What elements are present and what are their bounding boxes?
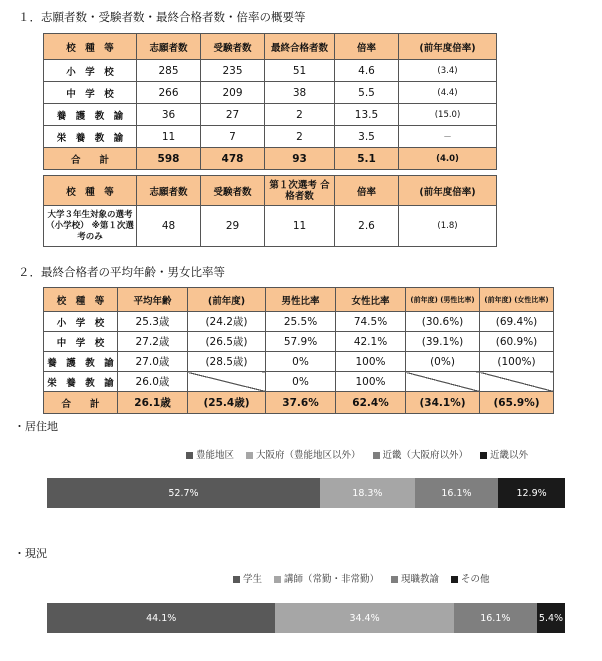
cell-ratio: 3.5 (335, 126, 399, 148)
legend-swatch (186, 452, 193, 459)
cell-female: 42.1% (336, 332, 406, 352)
total-row (44, 392, 554, 414)
legend-label: 豊能地区 (196, 450, 235, 461)
header-prev-ratio: (前年度倍率) (399, 34, 497, 60)
table-row (44, 372, 554, 392)
cell-male: 0% (266, 352, 336, 372)
applicants-table (43, 33, 497, 170)
cell-male: 57.9% (266, 332, 336, 352)
cell-passed: 2 (265, 104, 335, 126)
total-prev-ratio: (4.0) (399, 148, 497, 170)
row-label: 小 学 校 (44, 60, 137, 82)
cell-male: 25.5% (266, 312, 336, 332)
legend-swatch (451, 576, 458, 583)
row-label: 中 学 校 (44, 82, 137, 104)
section1-title: １．志願者数・受験者数・最終合格者数・倍率の概要等 (18, 10, 306, 24)
cell-prev-female: (69.4%) (480, 312, 554, 332)
cell-prev-age: (28.5歳) (188, 352, 266, 372)
cell-applicants: 11 (137, 126, 201, 148)
header-prev-ratio: (前年度倍率) (399, 176, 497, 206)
cell-prev-age: (26.5歳) (188, 332, 266, 352)
cell-ratio: 4.6 (335, 60, 399, 82)
legend-item (480, 447, 528, 461)
table-row (44, 352, 554, 372)
cell-ratio: 5.5 (335, 82, 399, 104)
cell-passed: 2 (265, 126, 335, 148)
cell-passed: 11 (265, 206, 335, 247)
cell-female: 100% (336, 372, 406, 392)
total-examinees: 478 (201, 148, 265, 170)
residence-bar-segment: 16.1% (415, 478, 498, 508)
total-prev-male: (34.1%) (406, 392, 480, 414)
total-avg-age: 26.1歳 (118, 392, 188, 414)
table-row (44, 126, 497, 148)
legend-swatch (391, 576, 398, 583)
legend-swatch (274, 576, 281, 583)
legend-label: 近畿以外 (490, 450, 529, 461)
university-exam-table (43, 175, 497, 247)
cell-prev-ratio: (4.4) (399, 82, 497, 104)
legend-item (233, 571, 262, 585)
row-label: 養 護 教 諭 (44, 352, 118, 372)
status-legend (233, 571, 490, 585)
status-bar-segment: 44.1% (47, 603, 275, 633)
header-prev-female: (前年度) (女性比率) (480, 288, 554, 312)
status-bar-segment: 5.4% (537, 603, 565, 633)
cell-examinees: 27 (201, 104, 265, 126)
cell-prev-male: (0%) (406, 352, 480, 372)
cell-examinees: 235 (201, 60, 265, 82)
cell-avg-age: 27.0歳 (118, 352, 188, 372)
row-label: 養 護 教 諭 (44, 104, 137, 126)
status-bar-segment: 16.1% (454, 603, 537, 633)
header-first-passed: 第１次選考 合格者数 (265, 176, 335, 206)
cell-passed: 38 (265, 82, 335, 104)
cell-examinees: 209 (201, 82, 265, 104)
legend-label: 学生 (243, 574, 263, 585)
header-examinees: 受験者数 (201, 34, 265, 60)
total-row (44, 148, 497, 170)
legend-item (373, 447, 469, 461)
header-avg-age: 平均年齢 (118, 288, 188, 312)
status-bar (47, 603, 565, 633)
cell-prev-female-empty (480, 372, 554, 392)
legend-item (186, 447, 234, 461)
cell-ratio: 13.5 (335, 104, 399, 126)
header-applicants: 志願者数 (137, 176, 201, 206)
cell-applicants: 266 (137, 82, 201, 104)
cell-prev-male: (39.1%) (406, 332, 480, 352)
total-male: 37.6% (266, 392, 336, 414)
cell-prev-male: (30.6%) (406, 312, 480, 332)
row-label: 中 学 校 (44, 332, 118, 352)
status-bar-segment: 34.4% (275, 603, 453, 633)
legend-item (391, 571, 439, 585)
table-row (44, 332, 554, 352)
row-label: 栄 養 教 諭 (44, 126, 137, 148)
cell-applicants: 285 (137, 60, 201, 82)
total-label: 合 計 (44, 392, 118, 414)
section2-title: ２．最終合格者の平均年齢・男女比率等 (18, 265, 225, 279)
legend-swatch (246, 452, 253, 459)
legend-item (274, 571, 379, 585)
legend-label: 講師（常勤・非常勤） (284, 574, 380, 585)
status-title: ・現況 (14, 547, 47, 560)
residence-legend (186, 447, 528, 461)
residence-bar-segment: 12.9% (498, 478, 565, 508)
age-gender-table (43, 287, 554, 414)
header-school-type: 校 種 等 (44, 176, 137, 206)
total-passed: 93 (265, 148, 335, 170)
residence-bar-segment: 52.7% (47, 478, 320, 508)
legend-swatch (480, 452, 487, 459)
legend-item (451, 571, 490, 585)
header-school-type: 校 種 等 (44, 288, 118, 312)
legend-swatch (233, 576, 240, 583)
row-label: 大学３年生対象の選考 （小学校） ※第１次選考のみ (44, 206, 137, 247)
cell-applicants: 36 (137, 104, 201, 126)
legend-swatch (373, 452, 380, 459)
row-label: 栄 養 教 諭 (44, 372, 118, 392)
header-ratio: 倍率 (335, 34, 399, 60)
cell-prev-ratio: (3.4) (399, 60, 497, 82)
cell-avg-age: 27.2歳 (118, 332, 188, 352)
total-prev-female: (65.9%) (480, 392, 554, 414)
cell-avg-age: 26.0歳 (118, 372, 188, 392)
legend-label: 現職教諭 (401, 574, 440, 585)
header-final-passed: 最終合格者数 (265, 34, 335, 60)
total-prev-age: (25.4歳) (188, 392, 266, 414)
row-label: 小 学 校 (44, 312, 118, 332)
residence-title: ・居住地 (14, 420, 58, 433)
cell-prev-ratio: － (399, 126, 497, 148)
header-examinees: 受験者数 (201, 176, 265, 206)
cell-prev-female: (100%) (480, 352, 554, 372)
cell-female: 100% (336, 352, 406, 372)
cell-prev-age-empty (188, 372, 266, 392)
header-school-type: 校 種 等 (44, 34, 137, 60)
cell-passed: 51 (265, 60, 335, 82)
header-male-ratio: 男性比率 (266, 288, 336, 312)
table-row (44, 312, 554, 332)
cell-prev-ratio: (15.0) (399, 104, 497, 126)
cell-prev-female: (60.9%) (480, 332, 554, 352)
total-female: 62.4% (336, 392, 406, 414)
table-row (44, 82, 497, 104)
legend-item (246, 447, 361, 461)
header-prev-male: (前年度) (男性比率) (406, 288, 480, 312)
table-row (44, 60, 497, 82)
cell-ratio: 2.6 (335, 206, 399, 247)
cell-examinees: 29 (201, 206, 265, 247)
cell-prev-male-empty (406, 372, 480, 392)
residence-bar (47, 478, 565, 508)
cell-examinees: 7 (201, 126, 265, 148)
cell-prev-ratio: (1.8) (399, 206, 497, 247)
cell-male: 0% (266, 372, 336, 392)
total-ratio: 5.1 (335, 148, 399, 170)
legend-label: 近畿（大阪府以外） (382, 450, 469, 461)
cell-prev-age: (24.2歳) (188, 312, 266, 332)
total-label: 合 計 (44, 148, 137, 170)
header-ratio: 倍率 (335, 176, 399, 206)
legend-label: その他 (461, 574, 490, 585)
header-applicants: 志願者数 (137, 34, 201, 60)
cell-applicants: 48 (137, 206, 201, 247)
total-applicants: 598 (137, 148, 201, 170)
residence-bar-segment: 18.3% (320, 478, 415, 508)
table-row (44, 104, 497, 126)
table-row (44, 206, 497, 247)
header-female-ratio: 女性比率 (336, 288, 406, 312)
cell-female: 74.5% (336, 312, 406, 332)
header-prev-age: (前年度) (188, 288, 266, 312)
legend-label: 大阪府（豊能地区以外） (256, 450, 361, 461)
cell-avg-age: 25.3歳 (118, 312, 188, 332)
